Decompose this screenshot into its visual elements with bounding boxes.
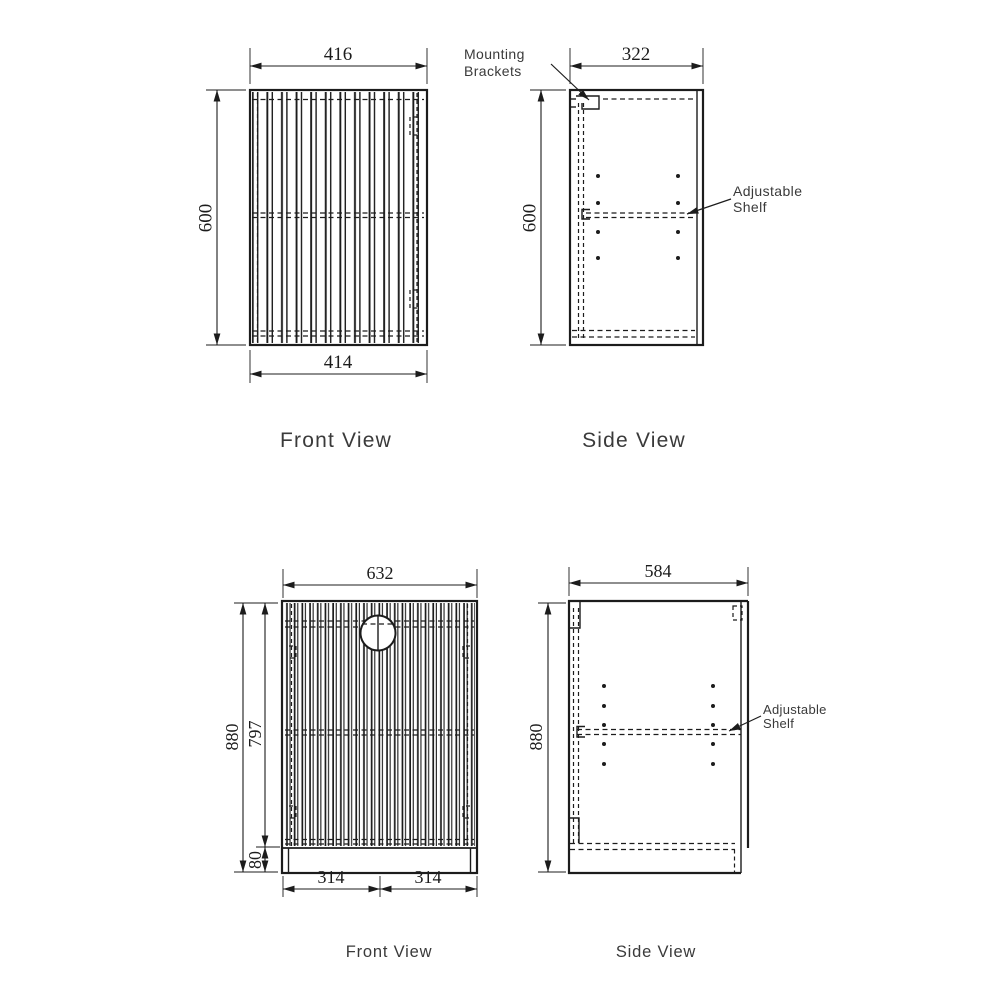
dim-value-314-left: 314: [317, 867, 345, 887]
dim-value-600-front: 600: [195, 203, 217, 233]
adjustable-shelf-annotation-bottom: [729, 702, 827, 731]
dim-width-bottom: [250, 350, 427, 383]
dim-value-314-right: 314: [414, 867, 442, 887]
mounting-bracket-shape: [569, 96, 599, 109]
adjustable-shelf-base-label-line2: Shelf: [763, 716, 795, 731]
dim-value-416: 416: [323, 44, 353, 65]
dim-value-880-side: 880: [526, 723, 546, 751]
view-title-side-bottom: Side View: [615, 943, 697, 961]
dim-half-widths: [283, 867, 477, 897]
back-panel-hidden-lines-base: [574, 608, 579, 843]
dim-height-side: [520, 90, 567, 345]
shelf-hidden-lines: [582, 210, 696, 220]
dim-value-880-front: 880: [222, 723, 242, 751]
shelf-hidden-lines-base: [577, 727, 741, 738]
dim-height-880-side: [526, 603, 566, 872]
adjustable-shelf-label-line1: Adjustable: [733, 183, 803, 199]
shelf-pin-holes-base: [602, 684, 715, 766]
back-panel-hidden-lines: [579, 99, 695, 341]
bottom-front-view: [222, 563, 477, 961]
dim-height: [196, 90, 247, 345]
view-title-side-top: Side View: [582, 429, 686, 452]
dim-value-600-side: 600: [519, 203, 541, 233]
mounting-brackets-label-line2: Brackets: [464, 63, 522, 79]
bottom-panel-hidden-lines-base: [570, 844, 735, 873]
bottom-side-view: [526, 561, 827, 961]
adjustable-shelf-annotation-top: [687, 183, 802, 215]
mounting-brackets-label-line1: Mounting: [464, 46, 525, 62]
view-title-front-bottom: Front View: [345, 943, 433, 961]
top-front-view: [196, 44, 428, 452]
dim-value-322: 322: [621, 44, 651, 65]
adjustable-shelf-label-line2: Shelf: [733, 199, 767, 215]
dim-depth: [570, 44, 703, 84]
dim-door-height-797: [245, 603, 280, 847]
dim-value-80: 80: [245, 851, 265, 869]
bottom-panel-hidden-lines: [572, 331, 695, 338]
dim-value-797: 797: [245, 720, 265, 748]
adjustable-shelf-base-label-line1: Adjustable: [763, 702, 827, 717]
top-side-view: [464, 44, 802, 452]
dim-value-584: 584: [644, 561, 672, 581]
dim-value-414: 414: [323, 352, 353, 373]
dim-width-base: [283, 563, 477, 598]
dim-depth-base: [569, 561, 748, 596]
view-title-front-top: Front View: [280, 429, 392, 452]
dim-plinth-height-80: [245, 847, 265, 872]
base-side-outline: [569, 601, 748, 873]
dim-value-632: 632: [366, 563, 394, 583]
dim-width-top: [250, 44, 427, 84]
hole-circle: [361, 616, 396, 651]
